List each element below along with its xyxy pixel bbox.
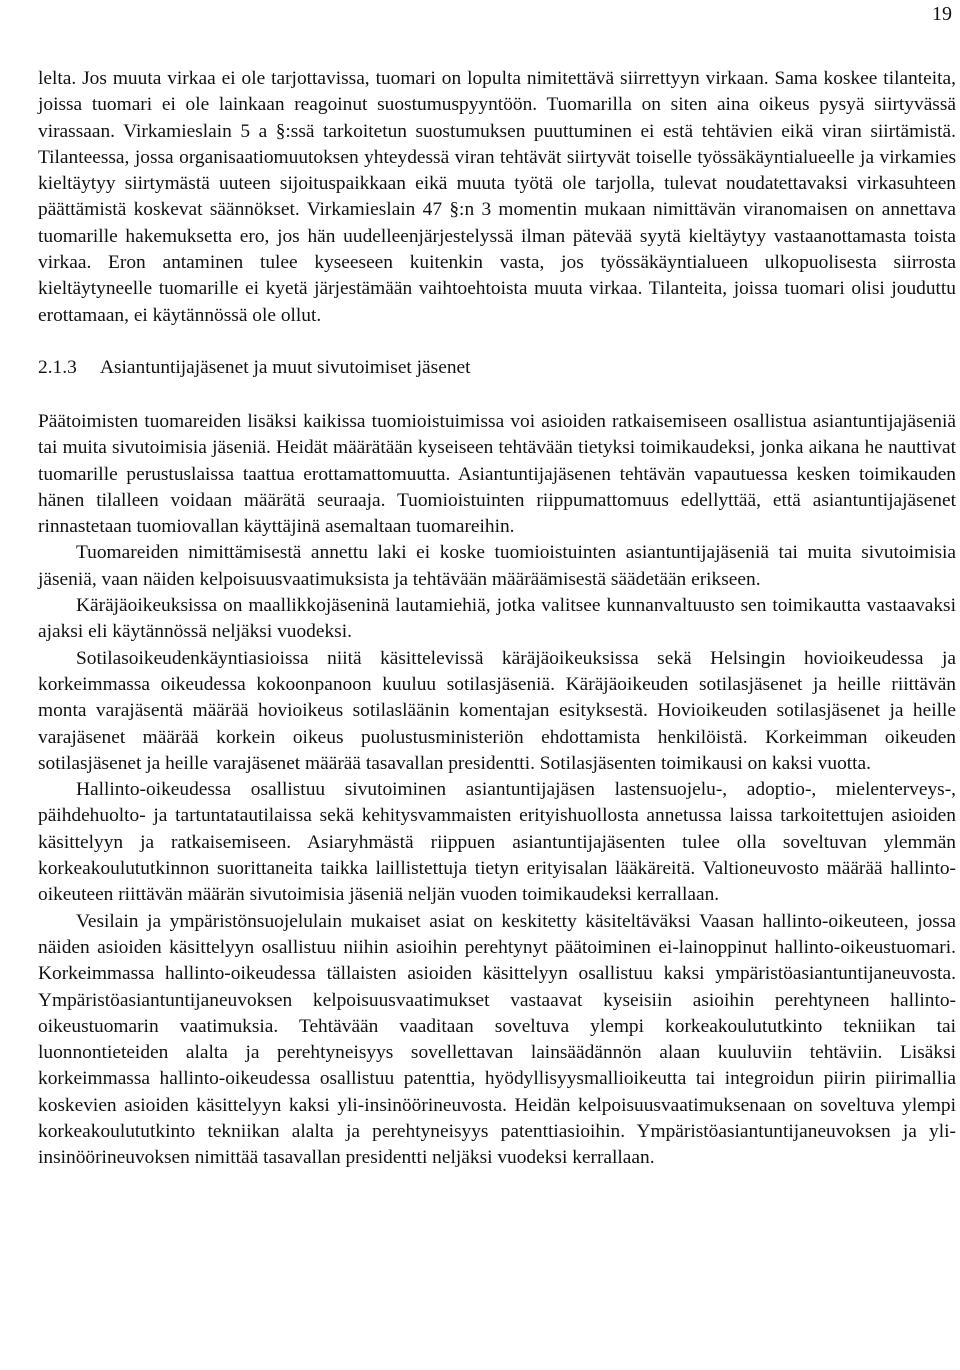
paragraph: Sotilasoikeudenkäyntiasioissa niitä käsittelevissä käräjäoikeuksissa sekä Helsingin hovioikeudessa ja korkeimmassa oikeudessa kokoonpanoon kuuluu sotilasjäseniä. Käräjäoikeuden sotilasjäsenet ja heille riittävän monta varajäsentä määrää hovioikeus sotilasläänin komentajan esityksestä. Hovioikeuden sotilasjäsenet ja heille varajäsenet määrää korkein oikeus puolustusministeriön ehdottamista henkilöistä. Korkeimman oikeuden sotilasjäsenet ja heille varajäsenet määrää tasavallan presidentti. Sotilasjäsenten toimikausi on kaksi vuotta. — [38, 647, 956, 774]
paragraph: Tuomareiden nimittämisestä annettu laki ei koske tuomioistuinten asiantuntijajäseniä tai muita sivutoimisia jäseniä, vaan näiden kelpoisuusvaatimuksista ja tehtävään määräämisestä säädetään erikseen. — [38, 542, 956, 590]
paragraph: Päätoimisten tuomareiden lisäksi kaikissa tuomioistuimissa voi asioiden ratkaisemiseen osallistua asiantuntijajäseniä tai muita sivutoimisia jäseniä. Heidät määrätään kyseiseen tehtävään tietyksi toimikaudeksi, jonka aikana he nauttivat tuomarille perustuslaissa taattua erottamattomuutta. Asiantuntijajäsenen tehtävän vapautuessa kesken toimikauden hänen tilalleen voidaan määrätä seuraaja. Tuomioistuinten riippumattomuus edellyttää, että asiantuntijajäsenet rinnastetaan tuomiovallan käyttäjinä asemaltaan tuomareihin. — [38, 410, 956, 538]
page-number: 19 — [932, 3, 952, 25]
section-title: Asiantuntijajäsenet ja muut sivutoimiset jäsenet — [100, 356, 471, 378]
paragraph: Vesilain ja ympäristönsuojelulain mukaiset asiat on keskitetty käsiteltäväksi Vaasan hallinto-oikeuteen, jossa näiden asioiden käsittelyyn osallistuu niihin asioihin perehtynyt päätoiminen ei-lainoppinut hallinto-oikeustuomari. Korkeimmassa hallinto-oikeudessa tällaisten asioiden käsittelyyn osallistuu kaksi ympäristöasiantuntijaneuvosta. Ympäristöasiantuntijaneuvoksen kelpoisuusvaatimukset vastaavat kyseisiin asioihin perehtyneen hallinto-oikeustuomarin vaatimuksia. Tehtävään vaaditaan soveltuva ylempi korkeakoulututkinto tekniikan tai luonnontieteiden alalta ja perehtyneisyys sovellettavan lainsäädännön alaan kuuluviin tehtäviin. Lisäksi korkeimmassa hallinto-oikeudessa osallistuu patenttia, hyödyllisyysmallioikeutta tai integroidun piirin piirimallia koskevien asioiden käsittelyyn kaksi yli-insinöörineuvosta. Heidän kelpoisuusvaatimuksenaan on soveltuva ylempi korkeakoulututkinto tekniikan alalta ja perehtyneisyys patenttiasioihin. Ympäristöasiantuntijaneuvoksen ja yli-insinöörineuvoksen nimittää tasavallan presidentti neljäksi vuodeksi kerrallaan. — [38, 910, 956, 1169]
paragraph: lelta. Jos muuta virkaa ei ole tarjottavissa, tuomari on lopulta nimitettävä siirrettyyn virkaan. Sama koskee tilanteita, joissa tuomari ei ole lainkaan reagoinut suostumuspyyntöön. Tuomarilla on siten aina oikeus pysyä siirtyvässä virassaan. Virkamieslain 5 a §:ssä tarkoitetun suostumuksen puuttuminen ei estä tehtävien eikä viran siirtämistä. Tilanteessa, jossa organisaatiomuutoksen yhteydessä viran tehtävät siirtyvät toiselle työssäkäyntialueelle ja virkamies kieltäytyy siirtymästä uuteen sijoituspaikkaan eikä muuta työtä ole tarjolla, tulevat noudatettavaksi virkasuhteen päättämistä koskevat säännökset. Virkamieslain 47 §:n 3 momentin mukaan nimittävän viranomaisen on annettava tuomarille hakemuksetta ero, jos hän uudelleenjärjestelyssä ilman pätevää syytä kieltäytyy vastaanottamasta toista virkaa. Eron antaminen tulee kyseeseen kuitenkin vasta, jos työssäkäyntialueen ulkopuolisesta siirrosta kieltäytyneelle tuomarille ei kyetä järjestämään vaihtoehtoista muuta virkaa. Tilanteita, joissa tuomari olisi jouduttu erottamaan, ei käytännössä ole ollut. — [38, 68, 956, 326]
section-heading — [38, 355, 956, 381]
section-number: 2.1.3 — [38, 356, 77, 378]
paragraph: Käräjäoikeuksissa on maallikkojäseninä lautamiehiä, jotka valitsee kunnanvaltuusto sen toimikautta vastaavaksi ajaksi eli käytännössä neljäksi vuodeksi. — [38, 595, 956, 643]
document-body — [38, 66, 956, 1172]
paragraph: Hallinto-oikeudessa osallistuu sivutoiminen asiantuntijajäsen lastensuojelu-, adoptio-, mielenterveys-, päihdehuolto- ja tartuntatautilaissa sekä kehitysvammaisten erityishuollosta annetussa laissa tarkoitettujen asioiden käsittelyyn ja ratkaisemiseen. Asiaryhmästä riippuen asiantuntijajäsenten tulee olla soveltuvan ylemmän korkeakoulututkinnon suorittaneita taikka laillistettuja tietyn erityisalan lääkäreitä. Valtioneuvosto määrää hallinto-oikeuteen riittävän määrän sivutoimisia jäseniä neljän vuoden toimikaudeksi kerrallaan. — [38, 779, 956, 906]
